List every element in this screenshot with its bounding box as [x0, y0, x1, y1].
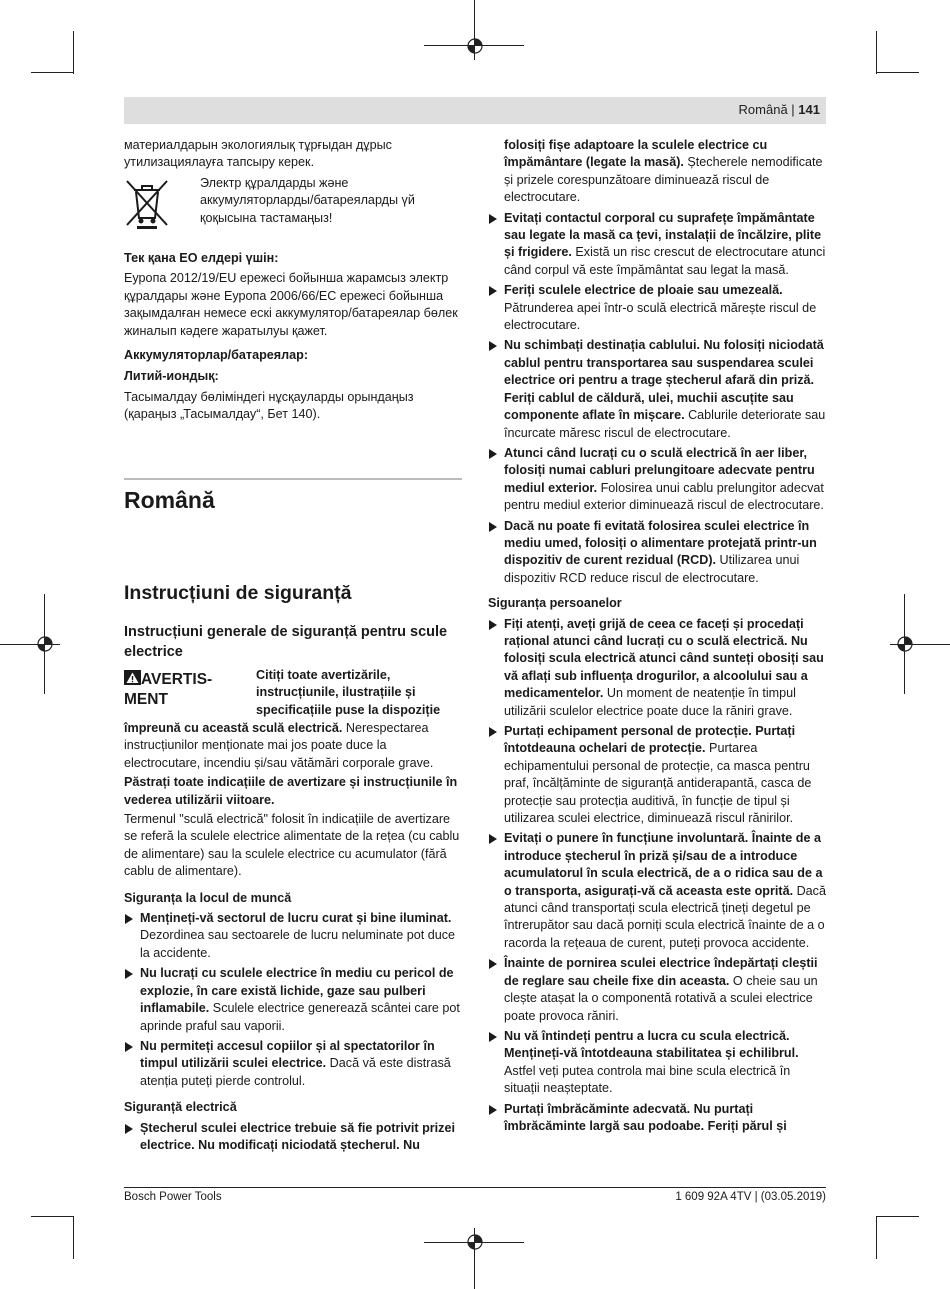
item-text: Utilizarea unui dispozitiv RCD reduce riscul de electrocutare.: [504, 553, 800, 585]
crop-mark: [31, 72, 74, 73]
warning-label: [124, 670, 244, 710]
weee-notice: [200, 175, 430, 227]
registration-target-icon: [894, 633, 916, 655]
item-text: Folosirea unui cablu prelungitor adecvat pentru mediul exterior diminuează riscul de electrocutare.: [504, 480, 824, 513]
item-bold: Nu permiteți accesul copiilor și al spectatorilor în timpul utilizării sculei electrice.: [140, 1038, 435, 1071]
item-text: O cheie sau un clește atașat la o componentă rotativă a sculei electrice poate provoca răniri.: [504, 973, 818, 1023]
item-bold: Nu vă întindeți pentru a lucra cu scula electrică. Mențineți-vă întotdeauna stabilitatea și echilibrul.: [504, 1028, 799, 1061]
item-text: Dezordinea sau sectoarele de lucru neluminate pot duce la accidente.: [140, 928, 456, 960]
item-bold: Înainte de pornirea sculei electrice îndepărtați cleștii de reglare sau cheile fixe din aceasta.: [504, 956, 818, 988]
warning-intro-bold-end: împreună cu această sculă electrică.: [124, 721, 343, 735]
warning-body: [124, 720, 462, 1154]
item-text: Sculele electrice generează scântei care pot aprinde praful sau vaporii.: [140, 1001, 460, 1033]
list-item: Ștecherul sculei electrice trebuie să fie potrivit prizei electrice. Nu modificați niciodată ștecherul. Nu: [124, 1120, 462, 1155]
personal-list: [488, 616, 826, 1136]
list-item: [124, 965, 462, 1035]
keep-instructions: Păstrați toate indicațiile de avertizare și instrucțiunile în vederea utilizării viitoare.: [124, 775, 458, 807]
item-text: Există un risc crescut de electrocutare atunci când corpul vă este împământat sau legat la masă.: [504, 245, 826, 277]
registration-target-icon: [464, 1231, 486, 1253]
warning-intro-bold: Citiți toate avertizările, instrucțiunile, ilustrațiile și specificațiile puse la dispoziție: [256, 668, 441, 717]
list-item: [488, 955, 826, 1025]
right-column: [488, 137, 826, 1135]
crossed-out-wheelie-bin-icon: [124, 178, 170, 230]
registration-target-icon: [34, 633, 56, 655]
crop-mark: [876, 72, 919, 73]
footer-right: 1 609 92A 4TV | (03.05.2019): [675, 1191, 826, 1203]
item-bold: Purtați îmbrăcăminte adecvată. Nu purtați îmbrăcăminte largă sau podoabe. Feriți părul și: [504, 1101, 787, 1133]
eu-text: Еуропа 2012/19/EU ережесі бойынша жарамсыз электр құралдары және Еуропа 2006/66/ЕС ережесі бойынша зақымдалған немесе ескі аккумулятор/батареялар бөлек жиналып кәдеге жаратылуы қажет.: [124, 271, 458, 338]
footer-left: Bosch Power Tools: [124, 1191, 222, 1203]
list-item-continued: [488, 137, 826, 207]
item-text: Ștecherele nemodificate și prizele corespunzătoare diminuează riscul de electrocutare.: [504, 155, 823, 205]
item-text: Dacă atunci când transportați scula electrică țineți degetul pe întrerupător sau dacă porniți scula electrică înainte de a o racorda la rețeaua de curent, puteți provoca accidente.: [504, 883, 826, 950]
item-text: Dacă vă este distrasă atenția puteți pierde controlul.: [140, 1056, 451, 1088]
warning-consequence: Nerespectarea instrucțiunilor menționate mai jos poate duce la electrocutare, incendiu și/sau vătămări corporale grave.: [124, 721, 434, 770]
crop-mark: [876, 1216, 877, 1259]
item-bold: Feriți sculele electrice de ploaie sau umezeală.: [504, 283, 783, 298]
list-item: [124, 910, 462, 962]
item-bold: Fiți atenți, aveți grijă de ceea ce faceți și procedați rațional atunci când lucrați cu o sculă electrică. Nu folosiți scula electrică atunci când sunteți obosiți sau vă aflați sub influența drogurilor, a alcoolului sau a medicamentelor.: [504, 616, 824, 701]
item-bold: Purtați echipament personal de protecție. Purtați întotdeauna ochelari de protecție.: [504, 724, 796, 756]
list-item: [124, 1038, 462, 1090]
list-item: [488, 337, 826, 441]
list-item: [488, 210, 826, 280]
page-number: 141: [798, 102, 820, 117]
warning-text: [124, 720, 462, 772]
eu-heading: Тек қана ЕО елдері үшін:: [124, 251, 279, 265]
warning-intro: [256, 667, 462, 719]
item-bold: folosiți fișe adaptoare la sculele electrice cu împământare (legate la masă).: [504, 138, 768, 170]
section-title: Instrucțiuni de siguranță: [124, 582, 352, 604]
workplace-heading: Siguranța la locul de muncă: [124, 890, 292, 905]
item-bold: Evitați o punere în funcțiune involuntară. Înainte de a introduce ștecherul în priză și/sau de a introduce acumulatorul în scula electrică, de a o ridica sau de a o transporta, asigurați-vă că aceasta este oprită.: [504, 831, 823, 898]
crop-mark: [73, 1216, 74, 1259]
registration-target-icon: [464, 35, 486, 57]
accumulator-heading: Аккумуляторлар/батареялар:: [124, 348, 309, 363]
term-definition: Termenul "sculă electrică" folosit în indicațiile de avertizare se referă la sculele electrice alimentate de la rețea (cu cablu de alimentare) sau la sculele electrice cu acumulator (fără cablu de alimentare).: [124, 812, 460, 879]
list-item: [488, 1028, 826, 1098]
crop-mark: [876, 1216, 919, 1217]
item-bold: Nu schimbați destinația cablului. Nu folosiți niciodată cablul pentru transportarea sau suspendarea sculei electrice ori pentru a trage ștecherul afară din priză. Feriți cablul de căldură, ulei, muchii ascuțite sau componente aflate în mișcare.: [504, 338, 824, 423]
item-bold: Mențineți-vă sectorul de lucru curat și bine iluminat.: [140, 911, 452, 926]
item-text: Cablurile deteriorate sau încurcate măresc riscul de electrocutare.: [504, 408, 826, 440]
crop-mark: [73, 31, 74, 74]
section-rule: [124, 478, 462, 480]
list-item: [488, 1101, 826, 1136]
subsection-title: Instrucțiuni generale de siguranță pentru scule electrice: [124, 624, 448, 660]
crop-mark: [31, 1216, 74, 1217]
weee-text: Электр құралдарды және аккумуляторларды/батареяларды үй қоқысына тастамаңыз!: [200, 176, 415, 225]
item-bold: Atunci când lucrați cu o sculă electrică în aer liber, folosiți numai cabluri prelungitoare adecvate pentru mediul exterior.: [504, 445, 815, 495]
header-language: Română: [738, 102, 788, 117]
list-item: [488, 616, 826, 720]
warning-label-line2: MENT: [124, 691, 168, 708]
list-item: [488, 723, 826, 827]
item-bold: Evitați contactul corporal cu suprafețe împământate sau legate la masă ca țevi, instalații de încălzire, plite și frigidere.: [504, 210, 822, 260]
list-item: [488, 518, 826, 588]
workplace-list: [124, 910, 462, 1090]
left-column-eu: [124, 250, 462, 424]
crop-mark: [876, 31, 877, 74]
footer-rule: [124, 1187, 826, 1188]
electrical-heading: Siguranță electrică: [124, 1100, 237, 1115]
lithium-heading: Литий-иондық:: [124, 369, 219, 384]
item-bold: Nu lucrați cu sculele electrice în mediu cu pericol de explozie, în care există lichide, gaze sau pulberi inflamabile.: [140, 966, 454, 1016]
kazakh-paragraph: материалдарын экологиялық тұрғыдан дұрыс утилизациялауға тапсыру керек.: [124, 138, 392, 170]
header-page-label: Română | 141: [738, 102, 820, 117]
running-header: [124, 97, 826, 124]
list-item: [488, 830, 826, 952]
warning-triangle-icon: [124, 670, 141, 685]
language-title: Română: [124, 487, 215, 513]
lithium-text: Тасымалдау бөліміндегі нұсқауларды орындаңыз (қараңыз „Тасымалдау“, Бет 140).: [124, 389, 414, 422]
item-text: Pătrunderea apei într-o sculă electrică mărește riscul de electrocutare.: [504, 300, 817, 333]
item-text: Un moment de neatenție în timpul utilizării sculelor electrice poate duce la răniri grave.: [504, 686, 796, 718]
left-column-top: [124, 137, 462, 172]
item-bold: Dacă nu poate fi evitată folosirea sculei electrice în mediu umed, folosiți o alimentare protejată printr-un dispozitiv de curent rezidual (RCD).: [504, 518, 817, 568]
list-item: [488, 445, 826, 515]
list-item: [488, 282, 826, 334]
item-text: Astfel veți putea controla mai bine scula electrică în situații neașteptate.: [504, 1063, 791, 1096]
warning-label-line1: AVERTIS-: [141, 671, 213, 688]
item-text: Purtarea echipamentului personal de protecție, ca masca pentru praf, încălțăminte de siguranță antiderapantă, casca de protecție sau protecția auditivă, în funcție de tipul și utilizarea sculei electrice, diminuează riscul rănirilor.: [504, 741, 812, 826]
personal-heading: Siguranța persoanelor: [488, 596, 622, 611]
